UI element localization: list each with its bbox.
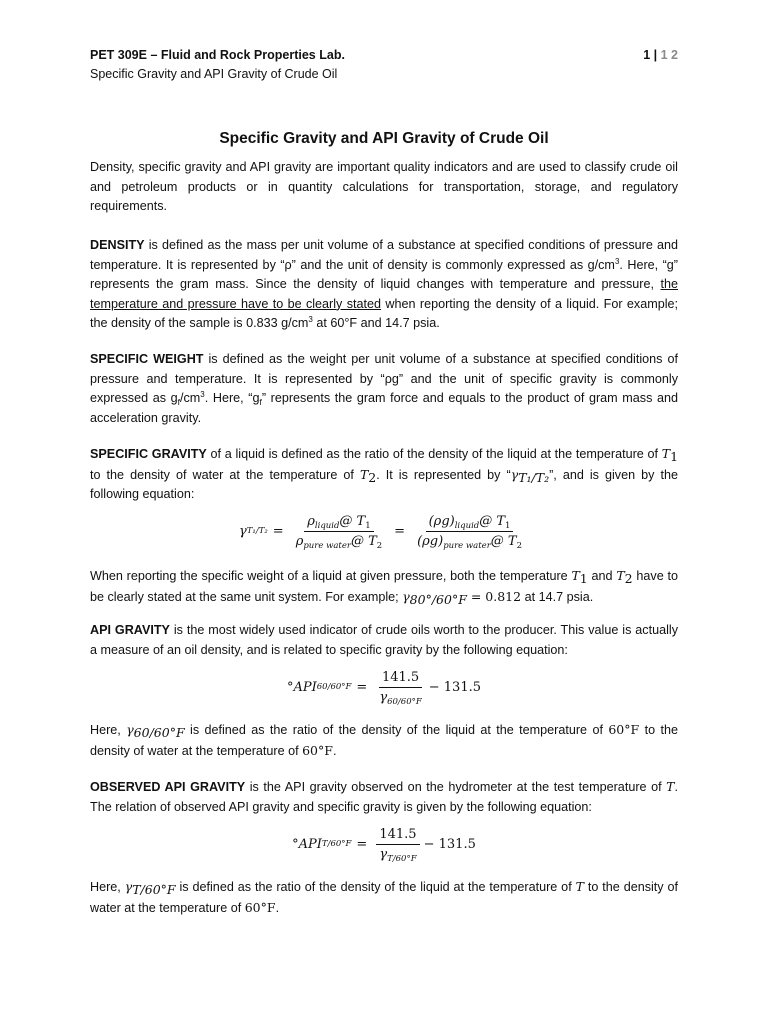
equation-observed-api: °API T/60°F = $\frac{141.5}{\gamma_{T/60^\circ F}}$ − 131.5 (292, 826, 476, 864)
course-title: PET 309E – Fluid and Rock Properties Lab. (90, 48, 345, 62)
subscript: 2 (624, 571, 633, 586)
math-symbol: γ (402, 588, 410, 604)
here-paragraph-2 (90, 877, 678, 918)
density-text: when reporting the density of a liquid. For example; the density of the sample is 0.833 g/cm (90, 296, 678, 331)
eq-constant: − 131.5 (428, 679, 482, 695)
fraction (414, 514, 525, 549)
fraction (376, 670, 424, 705)
eq-symbol: @ T (490, 533, 517, 549)
math-symbol: T (359, 466, 369, 482)
sg-text: . It is represented by “ (376, 467, 511, 482)
superscript: 3 (308, 315, 313, 325)
here-text: Here, (90, 723, 127, 737)
math-symbol: T (571, 568, 580, 583)
subscript: 2 (368, 469, 377, 485)
density-text: is defined as the mass per unit volume of a substance at specified conditions of pressure and temperature. It is represented by “ρ” and the unit of density is commonly expressed as g/cm (90, 238, 678, 272)
here-text: is defined as the ratio of the density of the liquid at the temperature of (184, 723, 609, 737)
eq-symbol: @ T (339, 513, 366, 529)
density-paragraph (90, 236, 678, 334)
eq-subscript: liquid (454, 520, 480, 531)
eq-constant: − 131.5 (423, 836, 476, 852)
math-symbol: T (575, 879, 584, 894)
eq-subscript: 1 (505, 520, 511, 531)
subscript: f (177, 397, 180, 408)
subscript: T/60°F (132, 882, 176, 897)
document-title: Specific Gravity and API Gravity of Crude Oil (219, 130, 549, 147)
report-text: When reporting the specific weight of a liquid at given pressure, both the temperature (90, 569, 572, 583)
denominator (414, 532, 525, 549)
eq-subscript: pure water (303, 540, 351, 551)
superscript: 3 (200, 390, 205, 400)
equation-specific-gravity: γ T₁/T₂ = $\frac{\rho_{liquid}@ T_1}{\rho_{pure water}@ T_2}$ = $\frac{(\rho g)_{liquid}@ T_1}{(\rho g)_{pure water}@ T_2}$ (90, 508, 678, 554)
eq-subscript: T/60°F (387, 853, 417, 864)
report-text: at 14.7 psia. (521, 589, 594, 604)
header-subtitle: Specific Gravity and API Gravity of Crude Oil (90, 67, 338, 81)
sw-text: /cm (180, 391, 201, 406)
math-symbol: γ (126, 722, 134, 737)
eq-symbol: @ T (479, 513, 506, 529)
page-header (90, 46, 678, 84)
api-gravity-paragraph (90, 621, 678, 660)
sw-text: ” represents the gram force and equals to the product of gram mass and acceleration gravity. (90, 391, 678, 425)
report-text: have to be clearly stated at the same unit system. For example; (90, 569, 679, 604)
sg-text: of a liquid is defined as the ratio of the density of the liquid at the temperature of (206, 447, 662, 461)
eq-symbol: (ρg) (428, 513, 455, 529)
specific-gravity-paragraph (90, 444, 678, 505)
subscript: 80°/60°F (409, 591, 467, 607)
here-text: . (332, 743, 337, 758)
subscript: T₁/T₂ (518, 469, 550, 485)
math-value: 60°F (302, 742, 333, 758)
here-paragraph-1 (90, 720, 678, 761)
fraction (293, 514, 385, 549)
numerator: 141.5 (379, 670, 422, 688)
reporting-paragraph (90, 566, 678, 607)
subscript: 60/60°F (133, 725, 185, 740)
page-total: 1 2 (660, 48, 678, 62)
math-value: 60°F (244, 899, 276, 915)
eq-symbol: °API (286, 679, 317, 695)
sg-text: ”, and is given by the following equation: (90, 467, 678, 502)
here-text: Here, (90, 880, 125, 894)
eq-subscript: 2 (376, 540, 383, 551)
subscript: f (259, 397, 262, 408)
denominator (293, 532, 385, 549)
page-current: 1 (643, 48, 651, 62)
observed-text: . The relation of observed API gravity and specific gravity is given by the following equation: (90, 780, 678, 814)
math-value: = 0.812 (466, 588, 522, 604)
equals-sign: = (394, 523, 406, 539)
observed-text: is the API gravity observed on the hydrometer at the test temperature of (245, 780, 667, 794)
math-symbol: γ (124, 879, 133, 894)
density-term: DENSITY (90, 238, 145, 252)
observed-api-paragraph (90, 777, 678, 817)
math-symbol: T (666, 779, 675, 794)
equals-sign: = (272, 523, 284, 539)
here-text: to the density of water at the temperature of (90, 880, 679, 915)
eq-symbol: γ (379, 689, 388, 705)
superscript: 3 (614, 256, 620, 266)
denominator (376, 845, 419, 862)
eq-subscript: 1 (365, 520, 371, 531)
report-text: and (587, 569, 617, 583)
eq-symbol: °API (292, 836, 322, 852)
sw-text: is defined as the weight per unit volume of a substance at specified conditions of pressure and temperature. It is represented by “ρg” and the unit of specific gravity is commonly expressed as g (90, 352, 678, 406)
api-gravity-term: API GRAVITY (90, 623, 170, 637)
denominator (376, 688, 424, 705)
underlined-phrase: the temperature and pressure have to be clearly stated (90, 277, 678, 311)
page-separator: | (653, 48, 658, 62)
eq-subscript: pure water (443, 540, 491, 551)
eq-symbol: (ρg) (417, 533, 444, 549)
observed-api-term: OBSERVED API GRAVITY (90, 780, 246, 794)
eq-symbol: ρ (295, 533, 304, 549)
math-symbol: T (661, 446, 671, 461)
eq-subscript: 2 (516, 540, 522, 551)
eq-symbol: ρ (307, 513, 315, 529)
subscript: 1 (670, 449, 679, 464)
here-text: . (275, 900, 280, 915)
equals-sign: = (356, 836, 368, 852)
numerator: 141.5 (376, 827, 419, 845)
sw-text: . Here, “g (204, 391, 260, 406)
eq-symbol: @ T (350, 533, 377, 549)
here-text: to the density of water at the temperature of (90, 723, 678, 758)
eq-symbol: γ (238, 523, 247, 539)
equation-api-gravity: °API 60/60°F = $\frac{141.5}{\gamma_{60/60^\circ F}}$ − 131.5 (286, 669, 482, 707)
eq-subscript: liquid (314, 520, 340, 531)
math-symbol: T (616, 568, 625, 583)
intro-paragraph: Density, specific gravity and API gravity are important quality indicators and are used to classify crude oil and petroleum products or in quantity calculations for transportation, storage, and regulatory requirements. (90, 160, 678, 214)
subscript: 1 (579, 571, 588, 586)
eq-subscript: 60/60°F (387, 696, 422, 707)
math-value: 60°F (608, 722, 640, 737)
api-text: is the most widely used indicator of crude oils worth to the producer. This value is actually a measure of an oil density, and is related to specific gravity by the following equation: (90, 623, 678, 657)
page-number (643, 46, 678, 65)
fraction (376, 827, 419, 862)
specific-weight-paragraph (90, 350, 678, 428)
specific-gravity-term: SPECIFIC GRAVITY (90, 447, 207, 461)
numerator (304, 514, 373, 532)
here-text: is defined as the ratio of the density of the liquid at the temperature of (175, 880, 576, 894)
density-text: at 60°F and 14.7 psia. (312, 316, 440, 331)
numerator (426, 514, 514, 532)
sg-text: to the density of water at the temperature of (90, 467, 360, 482)
math-symbol: γ (510, 466, 519, 482)
eq-symbol: γ (379, 846, 388, 862)
specific-weight-term: SPECIFIC WEIGHT (90, 352, 204, 366)
density-text: . Here, “g” represents the gram mass. Since the density of liquid changes with temperature and pressure, (90, 257, 679, 292)
equals-sign: = (356, 679, 368, 695)
